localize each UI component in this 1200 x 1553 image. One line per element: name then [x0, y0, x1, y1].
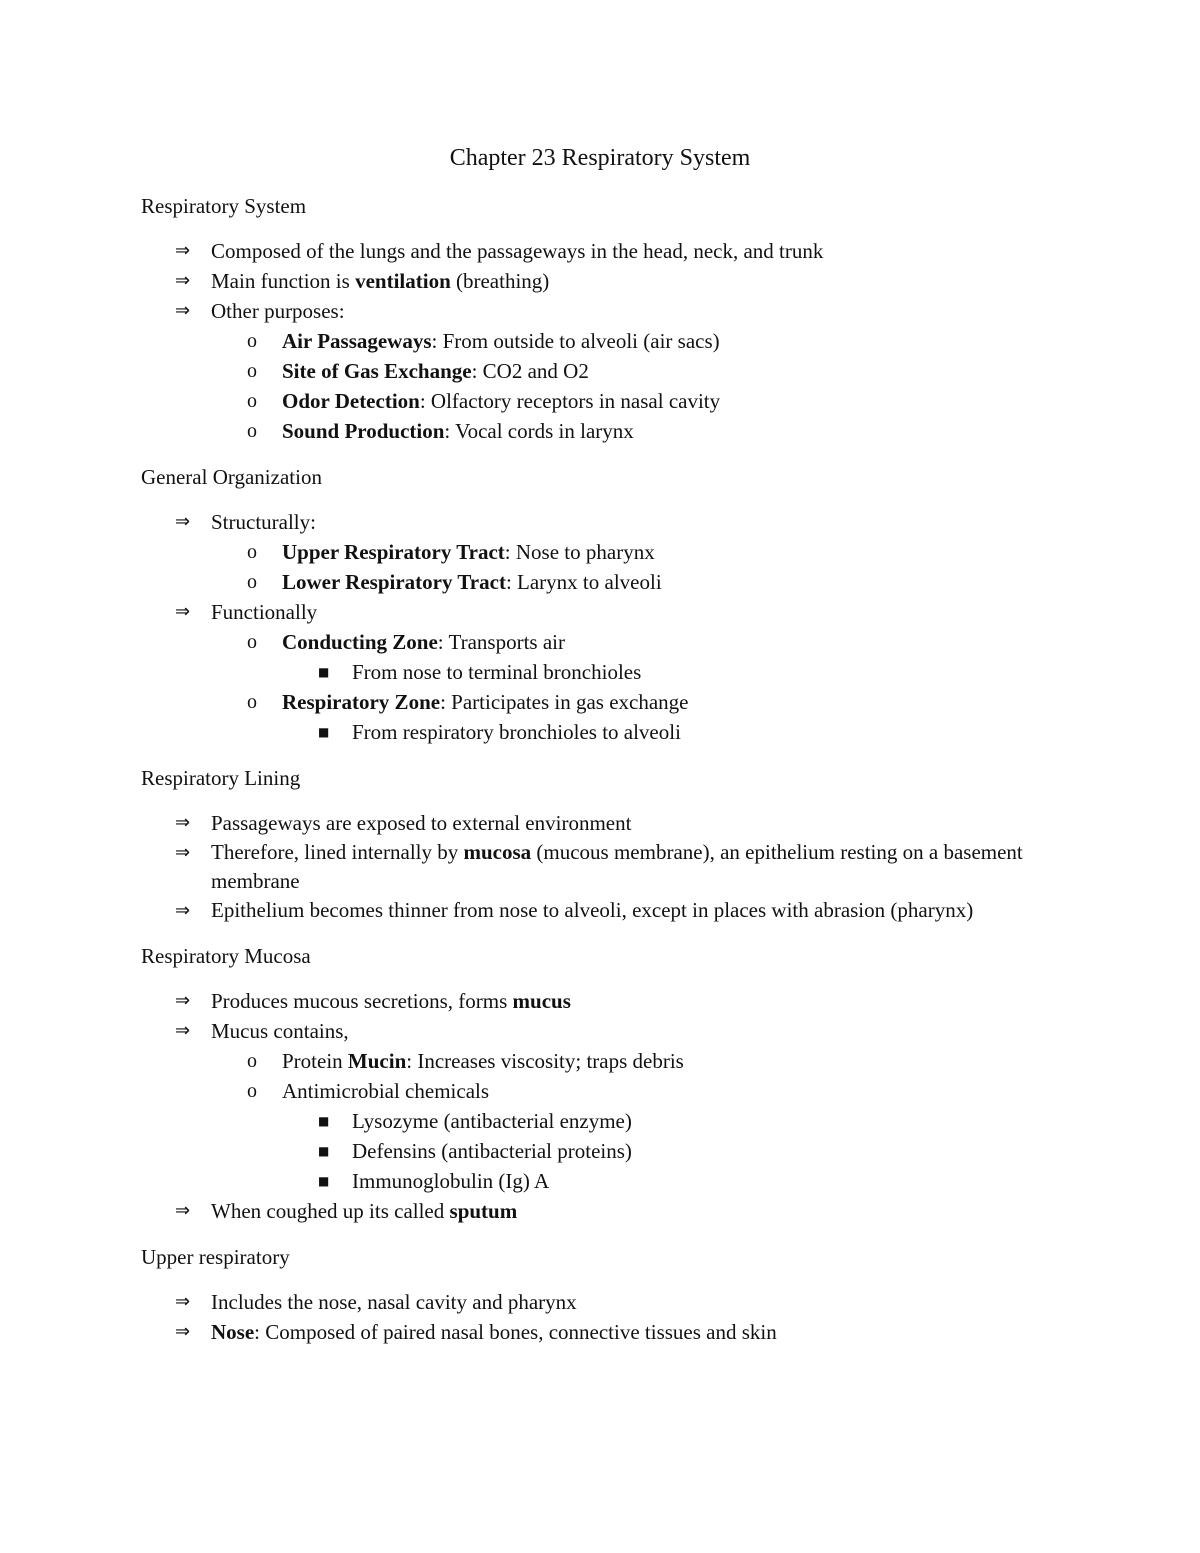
arrow-bullet-icon: ⇒	[175, 240, 191, 261]
list-item: ⇒ Epithelium becomes thinner from nose to alveoli, except in places with abrasion (pharynx)	[141, 896, 1041, 925]
circle-bullet-icon: o	[247, 571, 257, 593]
list-item: o Respiratory Zone: Participates in gas exchange	[141, 687, 1041, 717]
arrow-bullet-icon: ⇒	[175, 601, 191, 622]
circle-bullet-icon: o	[247, 691, 257, 713]
list-item: o Lower Respiratory Tract: Larynx to alveoli	[141, 567, 1041, 597]
circle-bullet-icon: o	[247, 390, 257, 412]
circle-bullet-icon: o	[247, 1080, 257, 1102]
page-title: Chapter 23 Respiratory System	[449, 145, 751, 171]
list-item: ■ Defensins (antibacterial proteins)	[141, 1136, 1041, 1166]
list-item: o Air Passageways: From outside to alveoli (air sacs)	[141, 326, 1041, 356]
circle-bullet-icon: o	[247, 631, 257, 653]
list-item: o Conducting Zone: Transports air	[141, 627, 1041, 657]
circle-bullet-icon: o	[247, 360, 257, 382]
list-item: ⇒ Includes the nose, nasal cavity and pharynx	[141, 1287, 1041, 1317]
section-heading: Upper respiratory	[141, 1245, 290, 1269]
circle-bullet-icon: o	[247, 541, 257, 563]
list-item: ■ From nose to terminal bronchioles	[141, 657, 1041, 687]
arrow-bullet-icon: ⇒	[175, 1291, 191, 1312]
arrow-bullet-icon: ⇒	[175, 812, 191, 833]
section-heading: General Organization	[141, 465, 322, 489]
list-item: ⇒ Produces mucous secretions, forms mucus	[141, 986, 1041, 1016]
section-heading: Respiratory Mucosa	[141, 944, 311, 968]
circle-bullet-icon: o	[247, 330, 257, 352]
arrow-bullet-icon: ⇒	[175, 842, 191, 863]
list-item: o Antimicrobial chemicals	[141, 1076, 1041, 1106]
arrow-bullet-icon: ⇒	[175, 300, 191, 321]
square-bullet-icon: ■	[318, 1114, 330, 1128]
list-item: ■ From respiratory bronchioles to alveoli	[141, 717, 1041, 747]
arrow-bullet-icon: ⇒	[175, 511, 191, 532]
square-bullet-icon: ■	[318, 725, 330, 739]
square-bullet-icon: ■	[318, 665, 330, 679]
arrow-bullet-icon: ⇒	[175, 1321, 191, 1342]
document-body	[141, 191, 1041, 1347]
square-bullet-icon: ■	[318, 1174, 330, 1188]
circle-bullet-icon: o	[247, 1050, 257, 1072]
list-item: ⇒ Therefore, lined internally by mucosa (mucous membrane), an epithelium resting on a basement membrane	[175, 840, 1023, 893]
list-item: ⇒ Passageways are exposed to external environment	[141, 808, 1041, 838]
square-bullet-icon: ■	[318, 1144, 330, 1158]
list-item: ⇒ Mucus contains,	[141, 1016, 1041, 1046]
list-item: ■ Lysozyme (antibacterial enzyme)	[141, 1106, 1041, 1136]
list-item: ⇒ Composed of the lungs and the passageways in the head, neck, and trunk	[141, 236, 1041, 266]
arrow-bullet-icon: ⇒	[175, 990, 191, 1011]
list-item: ⇒ Other purposes:	[141, 296, 1041, 326]
list-item: o Site of Gas Exchange: CO2 and O2	[141, 356, 1041, 386]
arrow-bullet-icon: ⇒	[175, 900, 191, 921]
list-item: ■ Immunoglobulin (Ig) A	[141, 1166, 1041, 1196]
arrow-bullet-icon: ⇒	[175, 1020, 191, 1041]
arrow-bullet-icon: ⇒	[175, 270, 191, 291]
list-item: ⇒ Structurally:	[141, 507, 1041, 537]
list-item: ⇒ Nose: Composed of paired nasal bones, connective tissues and skin	[141, 1317, 1041, 1347]
section-heading: Respiratory Lining	[141, 766, 301, 790]
list-item: ⇒ Main function is ventilation (breathing)	[141, 266, 1041, 296]
list-item: o Upper Respiratory Tract: Nose to pharynx	[141, 537, 1041, 567]
list-item: o Sound Production: Vocal cords in larynx	[141, 416, 1041, 446]
circle-bullet-icon: o	[247, 420, 257, 442]
section-heading: Respiratory System	[141, 194, 307, 218]
list-item: ⇒ When coughed up its called sputum	[141, 1196, 1041, 1226]
list-item: o Protein Mucin: Increases viscosity; traps debris	[141, 1046, 1041, 1076]
arrow-bullet-icon: ⇒	[175, 1200, 191, 1221]
list-item: ⇒ Functionally	[141, 597, 1041, 627]
list-item: o Odor Detection: Olfactory receptors in nasal cavity	[141, 386, 1041, 416]
